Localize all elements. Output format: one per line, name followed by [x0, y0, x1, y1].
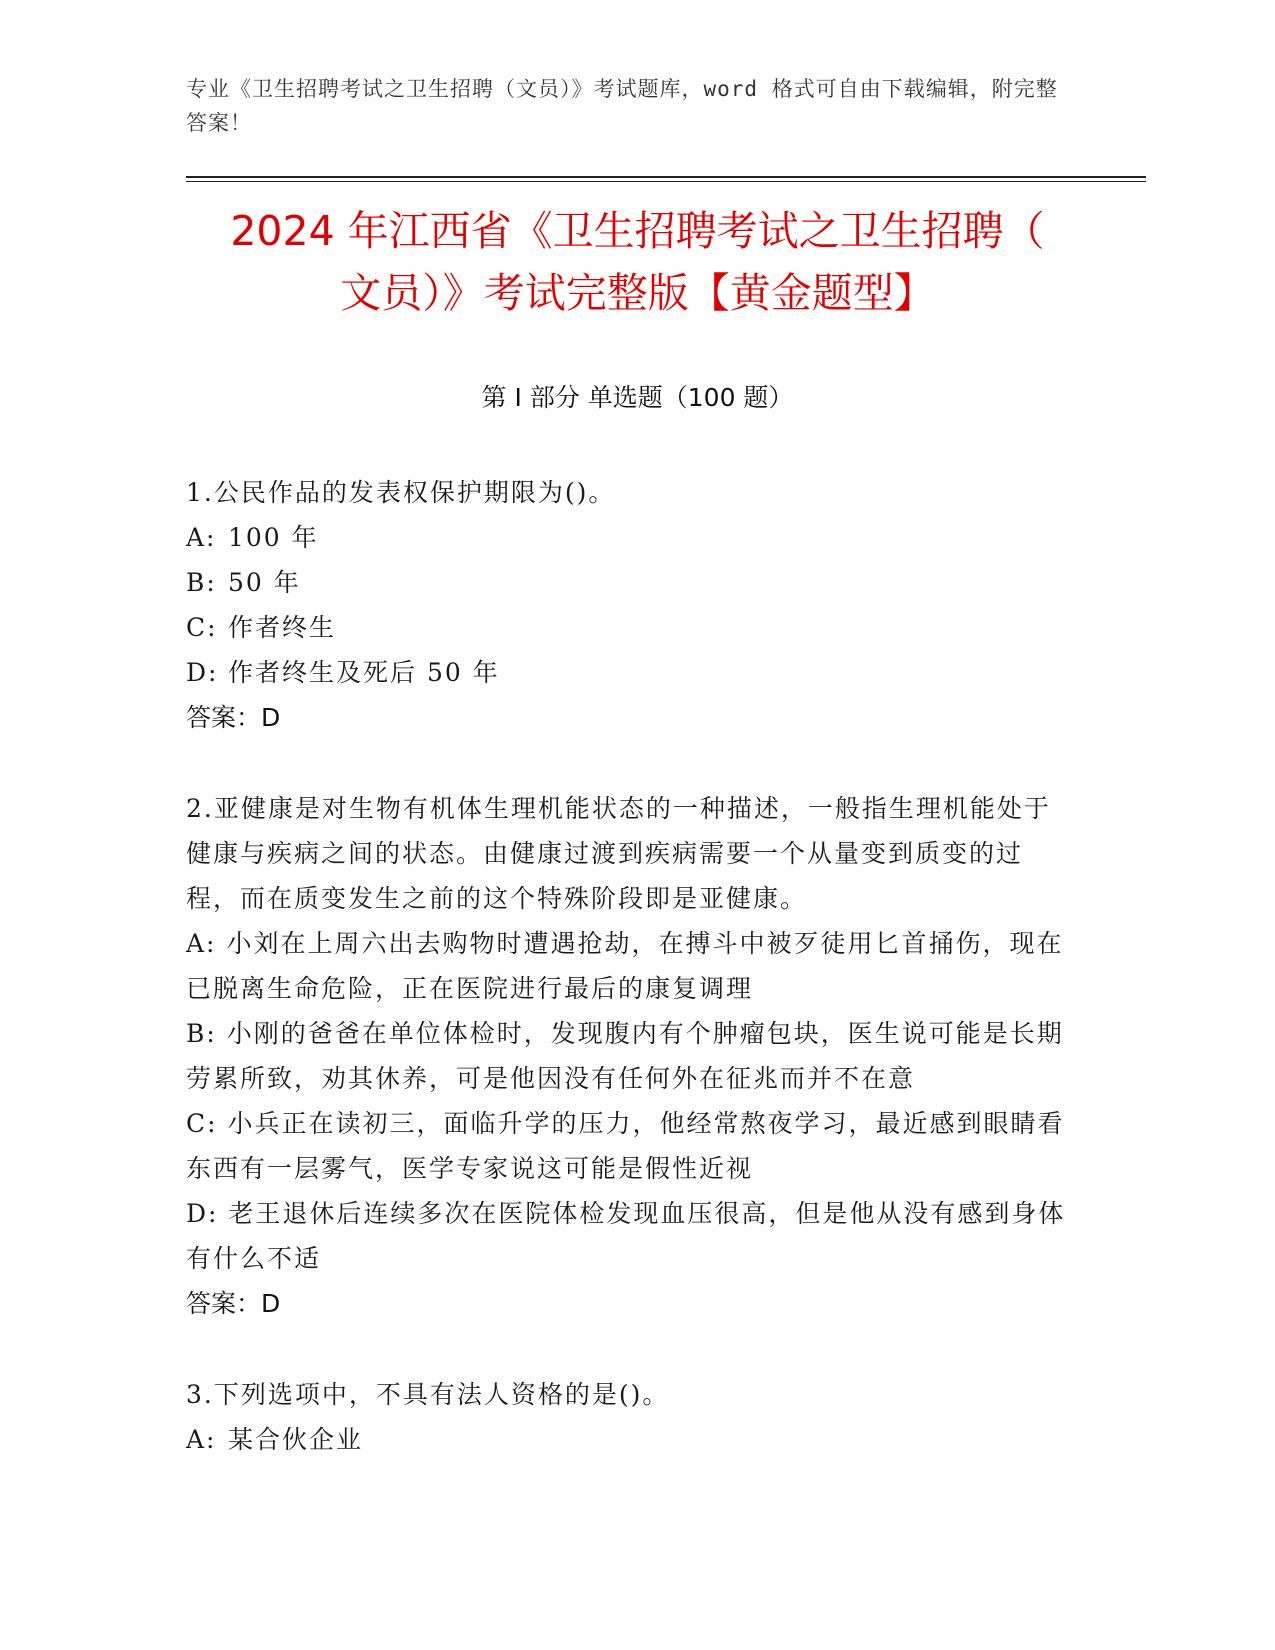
option-text: 50 年 — [228, 568, 301, 597]
option-letter: C: — [186, 1109, 218, 1138]
question-stem: 2.亚健康是对生物有机体生理机能状态的一种描述，一般指生理机能处于健康与疾病之间的状态。由健康过渡到疾病需要一个从量变到质变的过程，而在质变发生之前的这个特殊阶段即是亚健康。 — [186, 794, 1051, 913]
option-a — [186, 515, 1066, 560]
option-text: 小刘在上周六出去购物时遭遇抢劫，在搏斗中被歹徒用匕首捅伤，现在已脱离生命危险，正在医院进行最后的康复调理 — [186, 929, 1064, 1003]
option-text: 作者终生及死后 50 年 — [228, 658, 500, 687]
question-3 — [186, 1372, 1066, 1462]
header-rule-thin — [186, 181, 1146, 182]
option-d — [186, 650, 1066, 695]
option-b — [186, 560, 1066, 605]
option-letter: A: — [186, 1425, 217, 1454]
option-b — [186, 1011, 1066, 1101]
option-letter: A: — [186, 929, 217, 958]
option-text: 老王退休后连续多次在医院体检发现血压很高，但是他从没有感到身体有什么不适 — [186, 1199, 1066, 1273]
title-line-2: 文员）》考试完整版【黄金题型】 — [340, 269, 935, 317]
question-1 — [186, 470, 1066, 740]
option-c — [186, 605, 1066, 650]
option-letter: D: — [186, 658, 219, 687]
option-letter: C: — [186, 613, 218, 642]
option-text: 100 年 — [228, 523, 319, 552]
question-list — [186, 470, 1066, 1508]
question-2 — [186, 786, 1066, 1326]
option-c — [186, 1101, 1066, 1191]
option-d — [186, 1191, 1066, 1281]
option-text: 某合伙企业 — [228, 1425, 364, 1454]
option-text: 作者终生 — [228, 613, 337, 642]
answer-line: 答案：D — [186, 1289, 281, 1318]
document-title — [150, 200, 1125, 324]
option-letter: B: — [186, 568, 217, 597]
option-a — [186, 921, 1066, 1011]
option-text: 小刚的爸爸在单位体检时，发现腹内有个肿瘤包块，医生说可能是长期劳累所致，劝其休养，可是他因没有任何外在征兆而并不在意 — [186, 1019, 1064, 1093]
question-stem: 3.下列选项中，不具有法人资格的是()。 — [186, 1380, 670, 1409]
answer-line: 答案：D — [186, 703, 281, 732]
option-letter: D: — [186, 1199, 219, 1228]
option-letter: A: — [186, 523, 217, 552]
title-line-1: 2024 年江西省《卫生招聘考试之卫生招聘（ — [230, 207, 1045, 255]
header-rule-thick — [186, 176, 1146, 178]
section-title: 第 I 部分 单选题（100 题） — [481, 383, 794, 412]
option-text: 小兵正在读初三，面临升学的压力，他经常熬夜学习，最近感到眼睛看东西有一层雾气，医学专家说这可能是假性近视 — [186, 1109, 1065, 1183]
question-stem: 1.公民作品的发表权保护期限为()。 — [186, 478, 616, 507]
option-letter: B: — [186, 1019, 217, 1048]
header-note: 专业《卫生招聘考试之卫生招聘（文员）》考试题库，word 格式可自由下载编辑，附完整答案！ — [186, 77, 1058, 135]
option-a — [186, 1417, 1066, 1462]
